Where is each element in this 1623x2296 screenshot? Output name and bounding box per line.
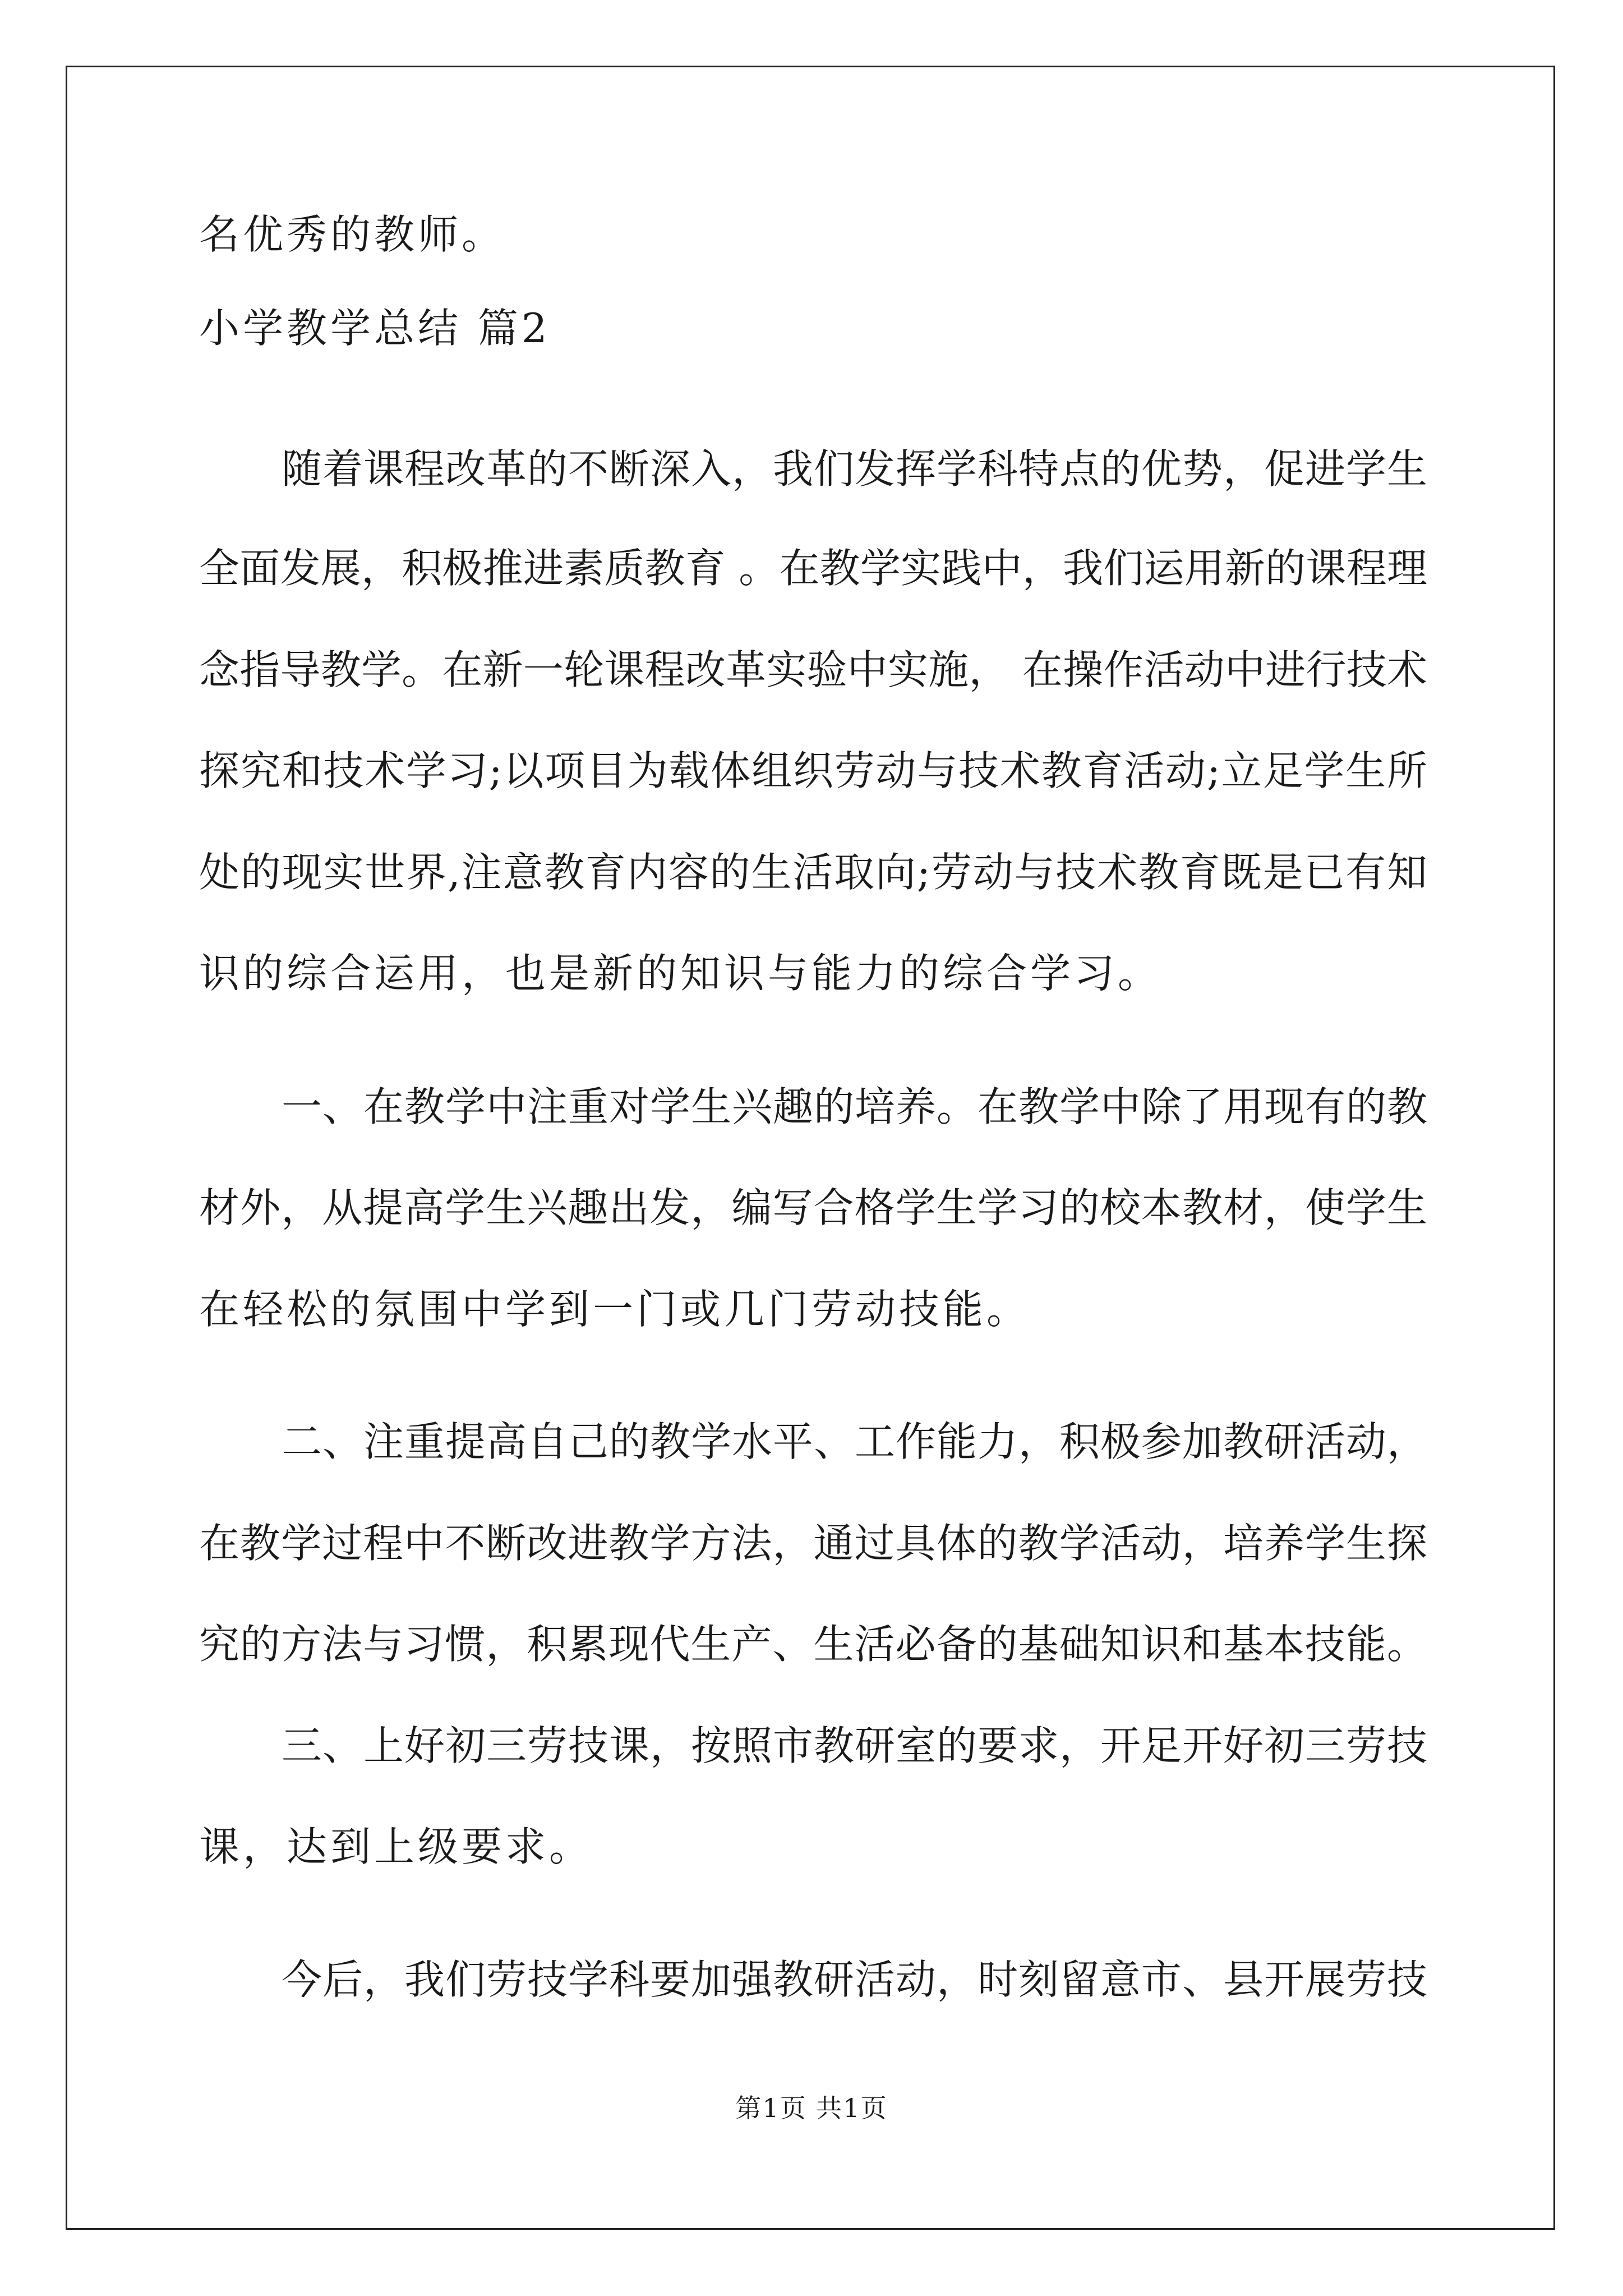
paragraph-line: 三、上好初三劳技课，按照市教研室的要求，开足开好初三劳技	[282, 1722, 1427, 1769]
page-number: 第1页 共1页	[735, 2093, 888, 2123]
text-line: 名优秀的教师。	[199, 211, 506, 258]
paragraph-line: 课，达到上级要求。	[199, 1823, 593, 1870]
paragraph-line: 随着课程改革的不断深入，我们发挥学科特点的优势，促进学生	[282, 445, 1427, 493]
paragraph-line: 全面发展，积极推进素质教育 。在教学实践中，我们运用新的课程理	[199, 545, 1427, 592]
paragraph-line: 究的方法与习惯，积累现代生产、生活必备的基础知识和基本技能。	[199, 1621, 1427, 1668]
paragraph-line: 识的综合运用，也是新的知识与能力的综合学习。	[199, 950, 1162, 997]
paragraph-line: 二、注重提高自己的教学水平、工作能力，积极参加教研活动，	[282, 1418, 1427, 1465]
page-border	[66, 66, 1555, 2230]
paragraph-line: 处的现实世界,注意教育内容的生活取向;劳动与技术教育既是已有知	[199, 849, 1427, 896]
paragraph-line: 在轻松的氛围中学到一门或几门劳动技能。	[199, 1286, 1031, 1333]
paragraph-line: 念指导教学。在新一轮课程改革实验中实施， 在操作活动中进行技术	[199, 646, 1427, 693]
paragraph-line: 材外，从提高学生兴趣出发，编写合格学生学习的校本教材，使学生	[199, 1184, 1427, 1231]
paragraph-line: 探究和技术学习;以项目为载体组织劳动与技术教育活动;立足学生所	[199, 747, 1427, 794]
paragraph-line: 一、在教学中注重对学生兴趣的培养。在教学中除了用现有的教	[282, 1083, 1427, 1130]
section-heading: 小学教学总结 篇2	[199, 305, 551, 352]
paragraph-line: 在教学过程中不断改进教学方法，通过具体的教学活动，培养学生探	[199, 1520, 1427, 1567]
paragraph-line: 今后，我们劳技学科要加强教研活动，时刻留意市、县开展劳技	[282, 1956, 1427, 2003]
